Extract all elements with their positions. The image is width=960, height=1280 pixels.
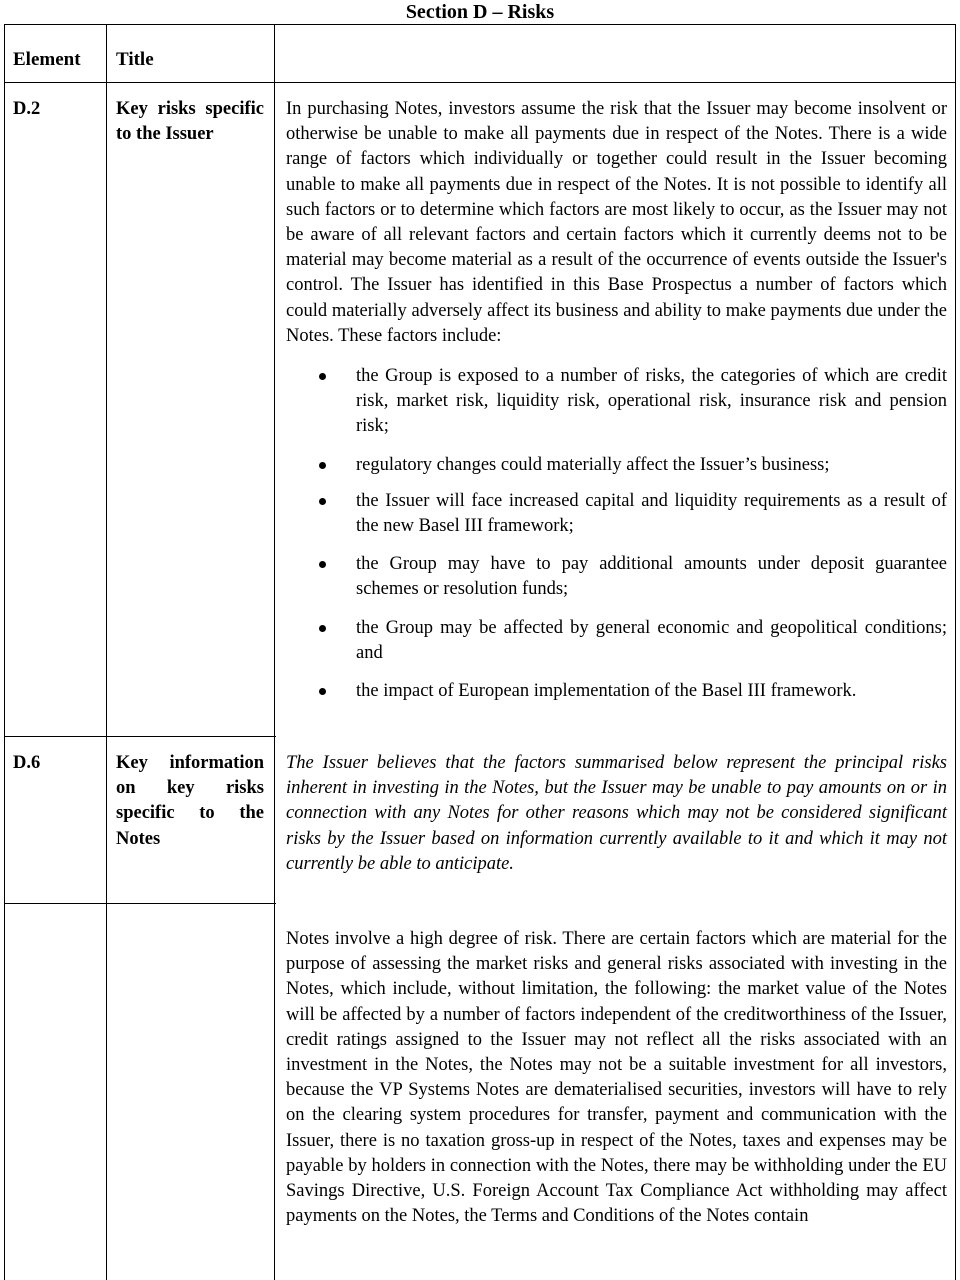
table-border-left [4, 24, 5, 1280]
row-divider-d2-d6-title [106, 736, 276, 737]
list-item: regulatory changes could materially affect the Issuer’s business; [286, 453, 947, 478]
header-title: Title [116, 49, 154, 70]
list-item: the Issuer will face increased capital and liquidity requirements as a result of the new Basel III framework; [286, 489, 947, 539]
table-divider-title [274, 24, 275, 1280]
d6-italic-paragraph: The Issuer believes that the factors summarised below represent the principal risks inherent in investing in the Notes, but the Issuer may be unable to pay amounts on or in connection with any Notes for other reasons which may not be considered significant risks by the Issuer based on information currently available to it and which it may not currently be able to anticipate. [286, 753, 947, 874]
row-content-d6 [286, 751, 947, 877]
row-element-d2: D.2 [13, 99, 41, 119]
d2-intro-paragraph: In purchasing Notes, investors assume the risk that the Issuer may become insolvent or otherwise be unable to make all payments due in respect of the Notes. There is a wide range of factors which individually or together could result in the Issuer becoming unable to make all payments due in respect of the Notes. It is not possible to identify all such factors or to determine which factors are most likely to occur, as the Issuer may not be aware of all relevant factors and certain factors which it currently deems not to be material may become material as a result of the occurrence of events outside the Issuer's control. The Issuer has identified in this Base Prospectus a number of factors which could materially adversely affect its business and ability to make payments due under the Notes. These factors include: [286, 99, 947, 346]
d6-body-paragraph: Notes involve a high degree of risk. There are certain factors which are material for the purpose of assessing the market risks and general risks associated with investing in the Notes, which include, without limitation, the following: the market value of the Notes will be affected by a number of factors independent of the creditworthiness of the Issuer, credit ratings assigned to the Issuer may not reflect all the risks associated with an investment in the Notes, the Notes may not be a suitable investment for all investors, because the VP Systems Notes are dematerialised securities, investors will have to rely on the clearing system procedures for transfer, payment and communication with the Issuer, there is no taxation gross-up in respect of the Notes, taxes and expenses may be payable by holders in connection with the Notes, there may be withholding under the EU Savings Directive, U.S. Foreign Account Tax Compliance Act withholding may affect payments on the Notes, the Terms and Conditions of the Notes contain [286, 929, 947, 1227]
bullet-icon [319, 373, 326, 380]
list-item: the Group may be affected by general economic and geopolitical conditions; and [286, 616, 947, 666]
d2-risk-list [286, 364, 947, 704]
row-element-d6: D.6 [13, 753, 41, 773]
bullet-icon [319, 625, 326, 632]
row-divider-d2-d6 [4, 736, 108, 737]
header-element: Element [13, 49, 81, 70]
row-divider-d6-cont-title [106, 903, 276, 904]
row-divider-d6-cont [4, 903, 108, 904]
bullet-icon [319, 688, 326, 695]
list-item: the Group is exposed to a number of risks, the categories of which are credit risk, market risk, liquidity risk, operational risk, insurance risk and pension risk; [286, 364, 947, 440]
bullet-icon [319, 462, 326, 469]
row-content-d2 [286, 97, 947, 704]
section-title: Section D – Risks [405, 1, 555, 23]
row-title-d6: Key information on key risks specific to the Notes [116, 753, 264, 849]
row-content-d6-continued [286, 927, 947, 1229]
header-row-divider [4, 82, 956, 83]
table-border-top [4, 24, 956, 25]
table-divider-element [106, 24, 107, 1280]
row-title-d2: Key risks specific to the Issuer [116, 99, 264, 145]
bullet-icon [319, 561, 326, 568]
list-item: the impact of European implementation of the Basel III framework. [286, 679, 947, 704]
table-border-right [955, 24, 956, 1280]
bullet-icon [319, 498, 326, 505]
list-item: the Group may have to pay additional amounts under deposit guarantee schemes or resolution funds; [286, 552, 947, 602]
